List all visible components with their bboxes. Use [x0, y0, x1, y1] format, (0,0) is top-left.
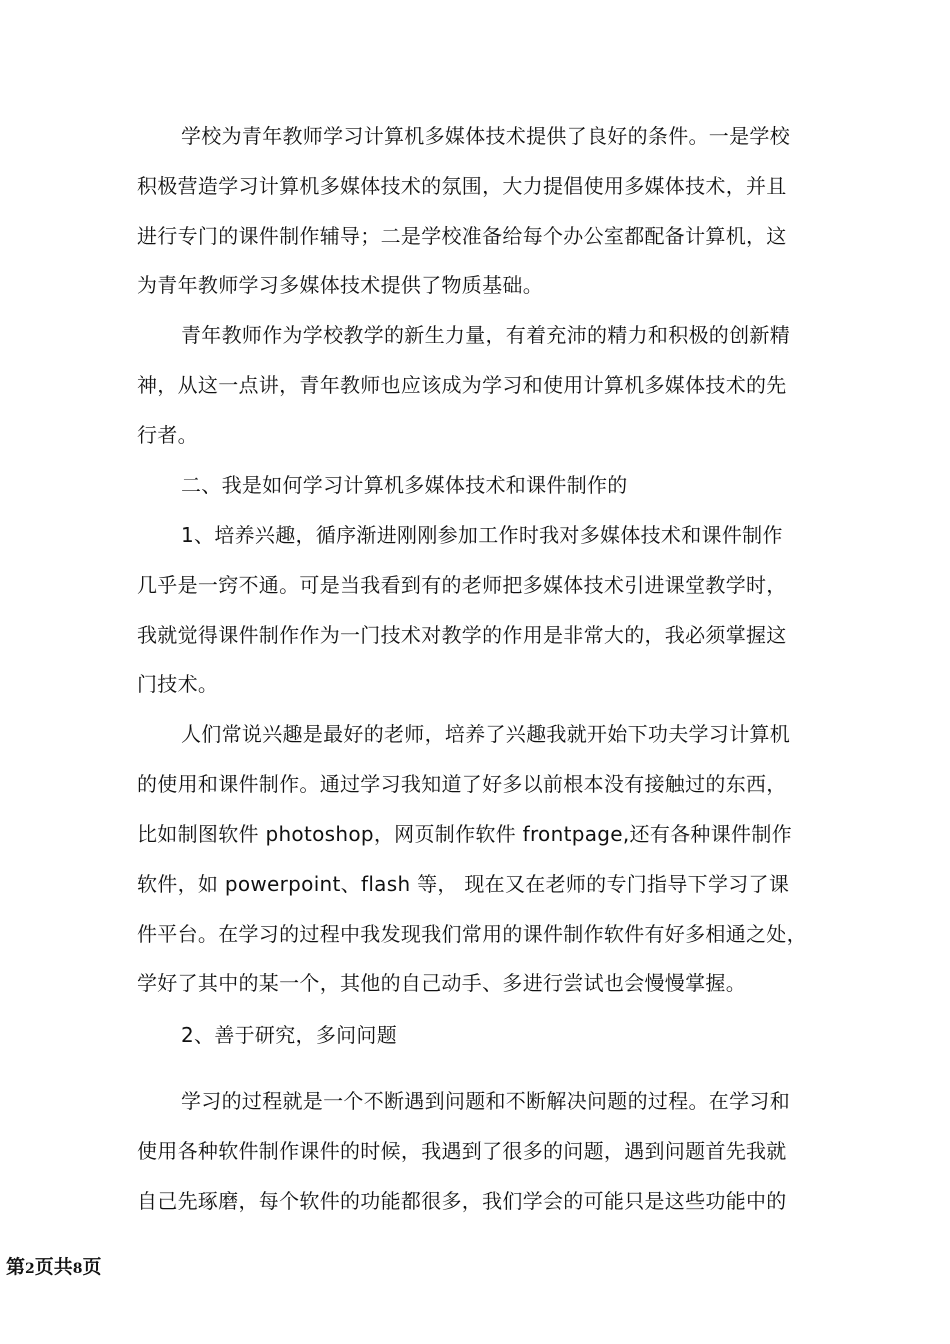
paragraph-line: 进行专门的课件制作辅导；二是学校准备给每个办公室都配备计算机，这	[137, 224, 787, 248]
paragraph-line: 门技术。	[137, 672, 219, 696]
section-heading: 2、善于研究，多问问题	[181, 1023, 398, 1047]
paragraph-line: 件平台。在学习的过程中我发现我们常用的课件制作软件有好多相通之处，	[137, 922, 807, 946]
paragraph-line: 为青年教师学习多媒体技术提供了物质基础。	[137, 273, 543, 297]
paragraph-line: 学好了其中的某一个，其他的自己动手、多进行尝试也会慢慢掌握。	[137, 971, 746, 995]
paragraph-line: 软件，如 powerpoint、flash 等， 现在又在老师的专门指导下学习了课	[137, 872, 790, 896]
paragraph-line: 自己先琢磨，每个软件的功能都很多，我们学会的可能只是这些功能中的	[137, 1189, 787, 1213]
paragraph-line: 的使用和课件制作。通过学习我知道了好多以前根本没有接触过的东西，	[137, 772, 787, 796]
footer-middle: 页共	[34, 1256, 73, 1278]
paragraph-line: 几乎是一窍不通。可是当我看到有的老师把多媒体技术引进课堂教学时，	[137, 573, 787, 597]
footer-current-page: 2	[25, 1261, 35, 1277]
paragraph-line: 青年教师作为学校教学的新生力量，有着充沛的精力和积极的创新精	[181, 323, 790, 347]
paragraph-line: 学习的过程就是一个不断遇到问题和不断解决问题的过程。在学习和	[181, 1089, 790, 1113]
page-footer	[6, 1255, 102, 1281]
paragraph-line: 积极营造学习计算机多媒体技术的氛围，大力提倡使用多媒体技术，并且	[137, 174, 787, 198]
paragraph-line: 使用各种软件制作课件的时候，我遇到了很多的问题，遇到问题首先我就	[137, 1139, 787, 1163]
paragraph-line: 人们常说兴趣是最好的老师，培养了兴趣我就开始下功夫学习计算机	[181, 722, 790, 746]
paragraph-line: 学校为青年教师学习计算机多媒体技术提供了良好的条件。一是学校	[181, 124, 790, 148]
footer-suffix: 页	[82, 1256, 102, 1278]
paragraph-line: 我就觉得课件制作作为一门技术对教学的作用是非常大的，我必须掌握这	[137, 623, 787, 647]
paragraph-line: 1、培养兴趣，循序渐进刚刚参加工作时我对多媒体技术和课件制作	[181, 523, 783, 547]
paragraph-line: 神，从这一点讲，青年教师也应该成为学习和使用计算机多媒体技术的先	[137, 373, 787, 397]
section-heading: 二、我是如何学习计算机多媒体技术和课件制作的	[181, 473, 628, 497]
footer-prefix: 第	[6, 1256, 26, 1278]
paragraph-line: 比如制图软件 photoshop，网页制作软件 frontpage,还有各种课件制作	[137, 822, 792, 846]
footer-total-pages: 8	[72, 1261, 83, 1277]
paragraph-line: 行者。	[137, 423, 198, 447]
